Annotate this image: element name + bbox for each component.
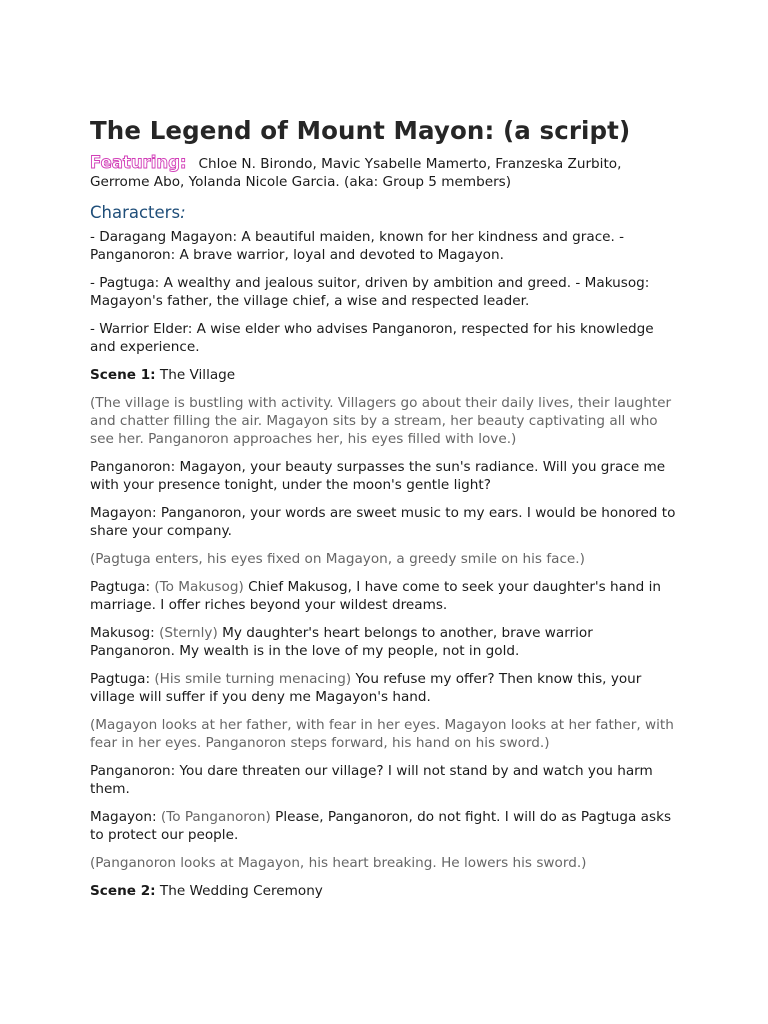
dialogue-text: My daughter's heart belongs to another, brave warrior Panganoron. My wealth is in the love of my people, not in gold. [90,625,593,659]
speaker: Magayon: [90,809,161,825]
scene-label: Scene 2: [90,883,156,899]
dialogue-line [90,670,682,706]
featuring-label: Featuring: [90,153,187,172]
stage-direction: (The village is bustling with activity. Villagers go about their daily lives, their laughter and chatter filling the air. Magayon sits by a stream, her beauty captivating all who see her. Panganoron approaches her, his eyes filled with love.) [90,395,672,447]
inline-direction: (Sternly) [159,625,218,641]
scene-title: The Village [155,367,236,383]
featuring-names-line1: Chloe N. Birondo, Mavic Ysabelle Mamerto, Franzeska Zurbito, [198,156,622,172]
featuring-line [90,154,682,191]
stage-direction: (Panganoron looks at Magayon, his heart breaking. He lowers his sword.) [90,855,587,871]
inline-direction: (His smile turning menacing) [154,671,352,687]
dialogue-line: Panganoron: Magayon, your beauty surpasses the sun's radiance. Will you grace me with your presence tonight, under the moon's gentle light? [90,459,666,493]
dialogue-text: Chief Makusog, I have come to seek your daughter's hand in marriage. I offer riches beyond your wildest dreams. [90,579,661,613]
character-entry: - Pagtuga: A wealthy and jealous suitor, driven by ambition and greed. - Makusog: Magayon's father, the village chief, a wise and respected leader. [90,275,650,309]
inline-direction: (To Makusog) [154,579,244,595]
character-entry: - Warrior Elder: A wise elder who advises Panganoron, respected for his knowledge and experience. [90,321,654,355]
stage-direction: (Magayon looks at her father, with fear in her eyes. Magayon looks at her father, with fear in her eyes. Panganoron steps forward, his hand on his sword.) [90,717,674,751]
dialogue-text: Please, Panganoron, do not fight. I will do as Pagtuga asks to protect our people. [90,809,672,843]
stage-direction: (Pagtuga enters, his eyes fixed on Magayon, a greedy smile on his face.) [90,551,585,567]
scene-title: The Wedding Ceremony [155,883,323,899]
dialogue-text: You refuse my offer? Then know this, your village will suffer if you deny me Magayon's hand. [90,671,642,705]
scene-label: Scene 1: [90,367,156,383]
dialogue-line [90,624,682,660]
dialogue-line: Panganoron: You dare threaten our village? I will not stand by and watch you harm them. [90,763,653,797]
speaker: Pagtuga: [90,671,155,687]
dialogue-line [90,578,682,614]
scene-1-heading [90,366,682,384]
featuring-names-line2: Gerrome Abo, Yolanda Nicole Garcia. (aka: Group 5 members) [90,174,512,190]
inline-direction: (To Panganoron) [160,809,271,825]
character-entry: - Daragang Magayon: A beautiful maiden, known for her kindness and grace. - Panganoron: A brave warrior, loyal and devoted to Magayon. [90,229,625,263]
characters-heading: Characters: [90,203,186,222]
dialogue-line: Magayon: Panganoron, your words are sweet music to my ears. I would be honored to share your company. [90,505,676,539]
speaker: Pagtuga: [90,579,155,595]
dialogue-line [90,808,682,844]
document-page [90,114,682,900]
document-title: The Legend of Mount Mayon: (a script) [90,116,631,145]
scene-2-heading [90,882,682,900]
speaker: Makusog: [90,625,160,641]
